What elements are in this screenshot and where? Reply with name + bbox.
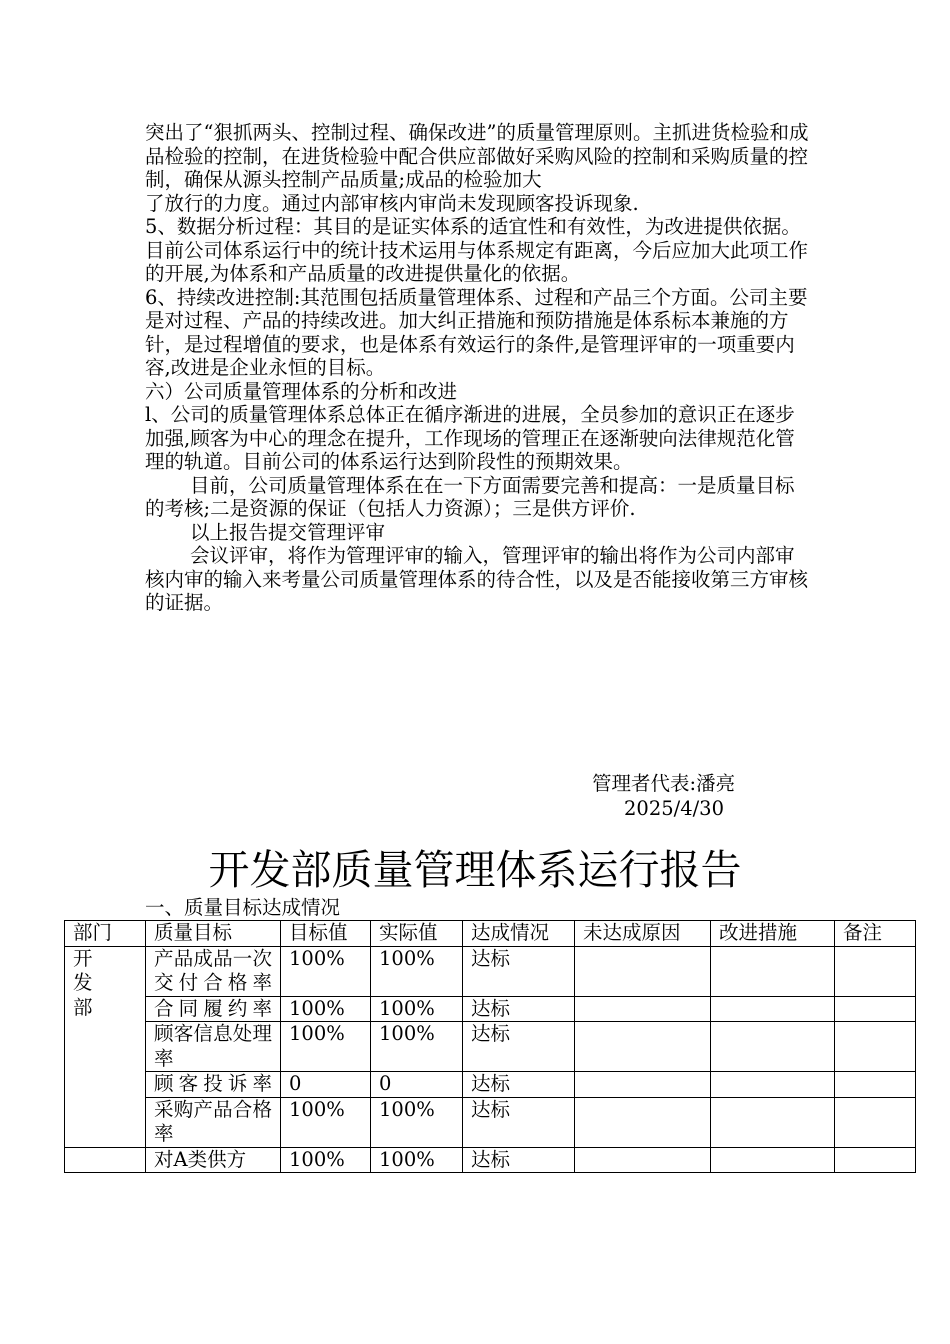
department-cell: [65, 946, 146, 1147]
reason-cell: [575, 1147, 711, 1173]
actual-cell: 100%: [371, 996, 463, 1022]
goal-cell: 对A类供方: [146, 1147, 281, 1173]
department-cell: [65, 1147, 146, 1173]
reason-cell: [575, 1072, 711, 1098]
department-name: 开发部: [73, 946, 93, 1019]
target-cell: 100%: [281, 1022, 371, 1072]
report-body: [145, 121, 810, 615]
target-cell: 100%: [281, 1147, 371, 1173]
actual-cell: 100%: [371, 1097, 463, 1147]
reason-cell: [575, 1022, 711, 1072]
actual-cell: 100%: [371, 1147, 463, 1173]
goal-cell: 顾客信息处理率: [146, 1022, 281, 1072]
goal-cell: 采购产品合格率: [146, 1097, 281, 1147]
status-cell: 达标: [463, 1097, 575, 1147]
status-cell: 达标: [463, 1147, 575, 1173]
actual-cell: 100%: [371, 1022, 463, 1072]
header-cell: 实际值: [371, 921, 463, 947]
measure-cell: [711, 996, 835, 1022]
status-cell: 达标: [463, 996, 575, 1022]
header-cell: 目标值: [281, 921, 371, 947]
note-cell: [835, 1097, 916, 1147]
goal-cell: 顾客投诉率: [146, 1072, 281, 1098]
table-header-row: [65, 921, 916, 947]
report-title: 开发部质量管理体系运行报告: [208, 846, 742, 894]
quality-goals-table: [64, 920, 916, 1173]
table-row: [65, 1022, 916, 1072]
header-cell: 达成情况: [463, 921, 575, 947]
target-cell: 100%: [281, 1097, 371, 1147]
reason-cell: [575, 946, 711, 996]
paragraph-continuous-improvement: 6、持续改进控制:其范围包括质量管理体系、过程和产品三个方面。公司主要是对过程、产品的持续改进。加大纠正措施和预防措施是体系标本兼施的方针，是过程增值的要求，也是体系有效运行的条件,是管理评审的一项重要内容,改进是企业永恒的目标。: [145, 285, 808, 379]
table-row: [65, 946, 916, 996]
note-cell: [835, 1072, 916, 1098]
measure-cell: [711, 1072, 835, 1098]
table-row: [65, 1147, 916, 1173]
status-cell: 达标: [463, 946, 575, 996]
measure-cell: [711, 1097, 835, 1147]
goal-cell: 产品成品一次交付合格率: [146, 946, 281, 996]
note-cell: [835, 1147, 916, 1173]
measure-cell: [711, 1147, 835, 1173]
representative-signature: 管理者代表:潘亮: [592, 772, 736, 795]
target-cell: 100%: [281, 946, 371, 996]
header-cell: 改进措施: [711, 921, 835, 947]
paragraph: 突出了“狠抓两头、控制过程、确保改进”的质量管理原则。主抓进货检验和成品检验的控制，在进货检验中配合供应部做好采购风险的控制和采购质量的控制，确保从源头控制产品质量;成品的检验加大: [145, 121, 809, 191]
actual-cell: 0: [371, 1072, 463, 1098]
header-cell: 备注: [835, 921, 916, 947]
section-heading: 一、质量目标达成情况: [145, 896, 341, 919]
paragraph: 了放行的力度。通过内部审核内审尚未发现顾客投诉现象.: [145, 191, 639, 215]
paragraph-review: 会议评审，将作为管理评审的输入，管理评审的输出将作为公司内部审核内审的输入来考量公司质量管理体系的待合性，以及是否能接收第三方审核的证据。: [145, 544, 809, 614]
measure-cell: [711, 1022, 835, 1072]
reason-cell: [575, 996, 711, 1022]
paragraph-analysis: l、公司的质量管理体系总体正在循序渐进的进展，全员参加的意识正在逐步加强,顾客为中心的理念在提升，工作现场的管理正在逐渐驶向法律规范化管理的轨道。目前公司的体系运行达到阶段性的预期效果。: [145, 403, 795, 473]
signature-date: 2025/4/30: [624, 797, 724, 820]
paragraph-submission: 以上报告提交管理评审: [190, 520, 386, 544]
note-cell: [835, 996, 916, 1022]
note-cell: [835, 1022, 916, 1072]
table-row: [65, 996, 916, 1022]
subsection-heading: 六）公司质量管理体系的分析和改进: [145, 379, 458, 403]
actual-cell: 100%: [371, 946, 463, 996]
header-cell: 未达成原因: [575, 921, 711, 947]
status-cell: 达标: [463, 1022, 575, 1072]
table-row: [65, 1072, 916, 1098]
header-cell: 部门: [65, 921, 146, 947]
reason-cell: [575, 1097, 711, 1147]
table-row: [65, 1097, 916, 1147]
target-cell: 0: [281, 1072, 371, 1098]
note-cell: [835, 946, 916, 996]
paragraph-improvements: 目前，公司质量管理体系在在一下方面需要完善和提高：一是质量目标的考核;二是资源的保证（包括人力资源）；三是供方评价.: [145, 473, 795, 520]
measure-cell: [711, 946, 835, 996]
header-cell: 质量目标: [146, 921, 281, 947]
paragraph-data-analysis: 5、数据分析过程：其目的是证实体系的适宜性和有效性，为改进提供依据。目前公司体系运行中的统计技术运用与体系规定有距离，今后应加大此项工作的开展,为体系和产品质量的改进提供量化的依据。: [145, 215, 809, 285]
status-cell: 达标: [463, 1072, 575, 1098]
target-cell: 100%: [281, 996, 371, 1022]
goal-cell: 合同履约率: [146, 996, 281, 1022]
